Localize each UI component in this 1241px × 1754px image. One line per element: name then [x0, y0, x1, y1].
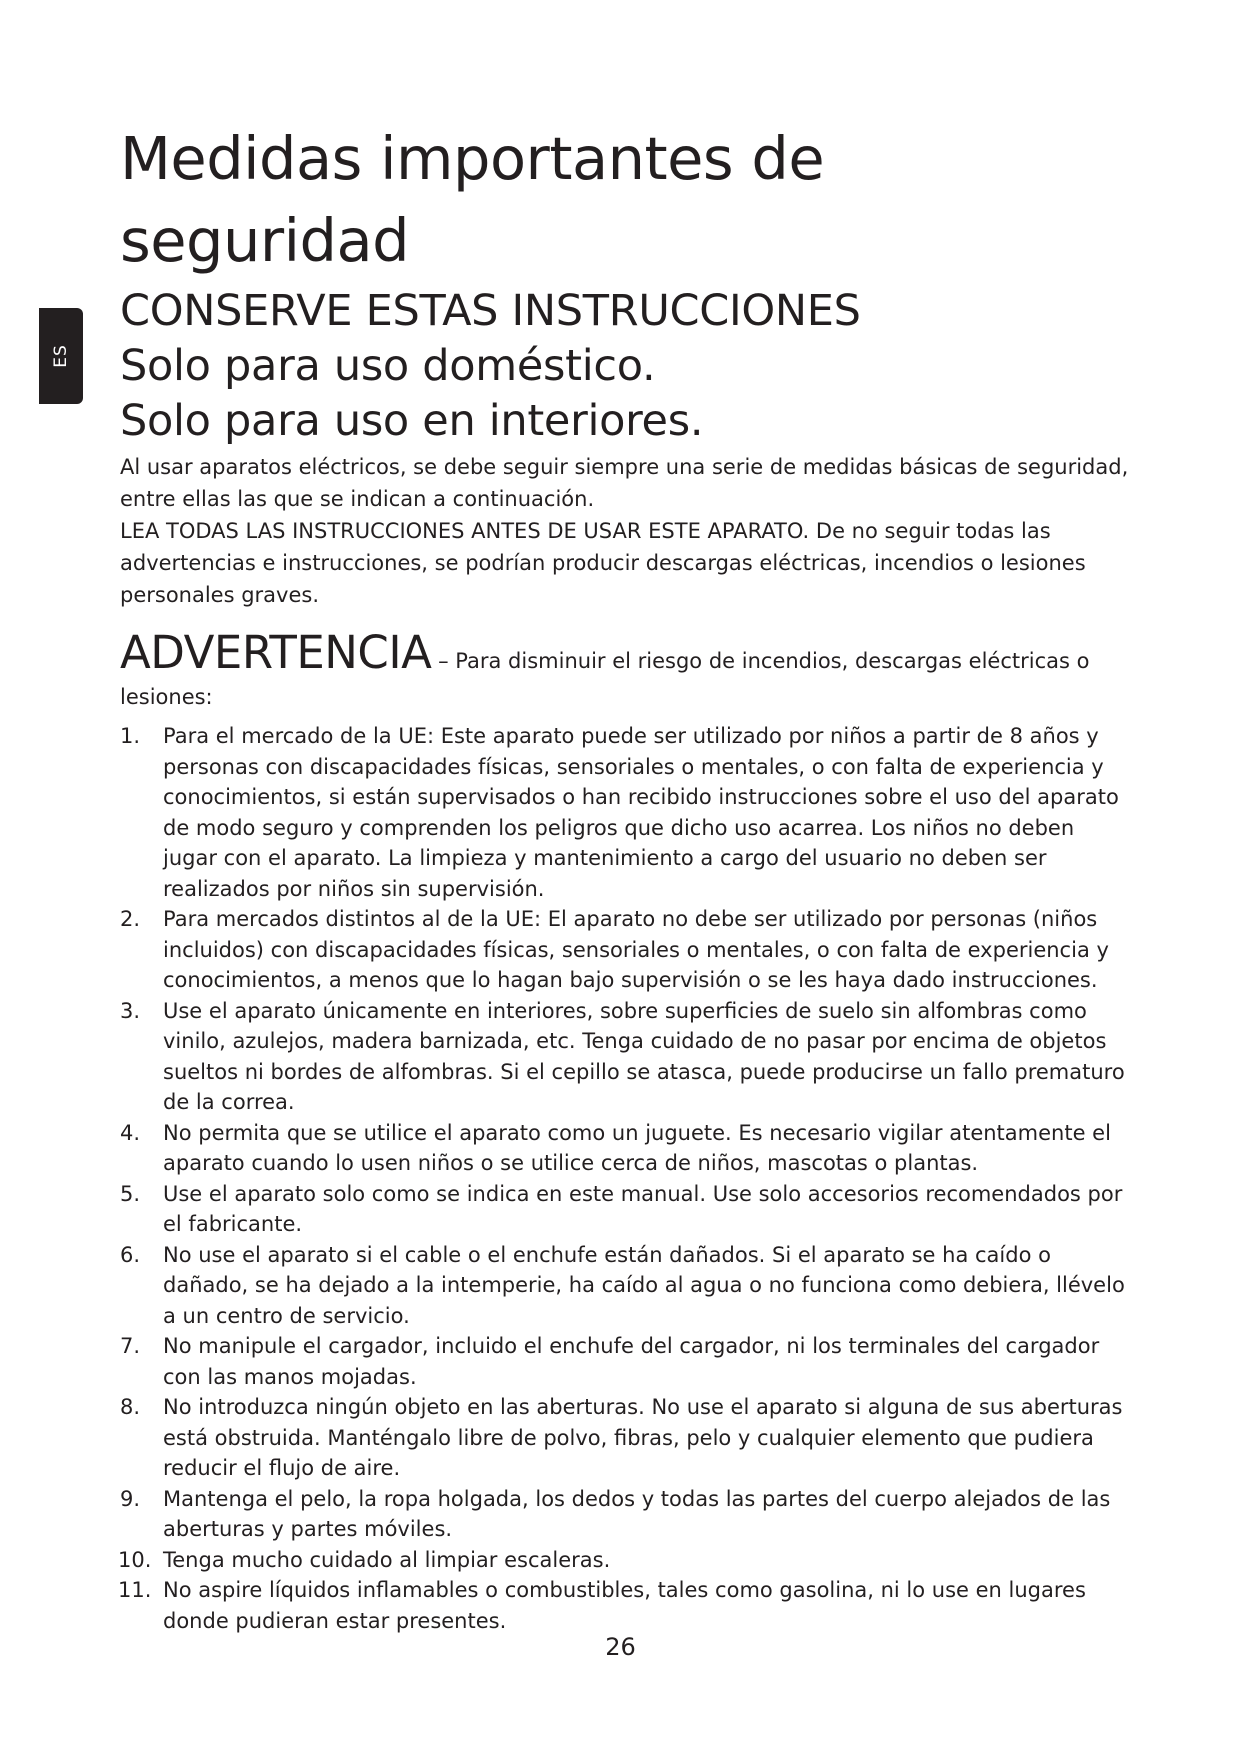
list-item	[120, 1240, 1130, 1332]
list-item-number: 11.	[118, 1578, 152, 1602]
list-item-number: 2.	[120, 907, 141, 931]
list-item	[120, 721, 1130, 904]
list-item-number: 6.	[120, 1242, 141, 1267]
list-item-text: No permita que se utilice el aparato como un juguete. Es necesario vigilar atentamente el aparato cuando lo usen niños o se utilice cerca de niños, mascotas o plantas.	[163, 1120, 1111, 1175]
list-item-text: Use el aparato únicamente en interiores, sobre superficies de suelo sin alfombras como vinilo, azulejos, madera barnizada, etc. Tenga cuidado de no pasar por encima de objetos sueltos ni bordes de alfombras. Si el cepillo se atasca, puede producirse un fallo prematuro de la correa.	[163, 998, 1125, 1114]
list-item	[120, 904, 1130, 996]
list-item-number: 9.	[120, 1486, 141, 1511]
warning-block	[120, 625, 1130, 713]
list-item-number: 1.	[120, 724, 141, 748]
warning-text: – Para disminuir el riesgo de incendios, descargas eléctricas o lesiones:	[120, 649, 1090, 709]
page-title: Medidas importantes de seguridad	[120, 124, 825, 275]
list-item-text: No manipule el cargador, incluido el enchufe del cargador, ni los terminales del cargador con las manos mojadas.	[163, 1334, 1100, 1389]
list-item	[120, 1331, 1130, 1392]
list-item-text: Mantenga el pelo, la ropa holgada, los dedos y todas las partes del cuerpo alejados de las aberturas y partes móviles.	[163, 1486, 1111, 1541]
language-tab	[39, 308, 83, 404]
list-item-text: Para mercados distintos al de la UE: El aparato no debe ser utilizado por personas (niños incluidos) con discapacidades físicas, sensoriales o mentales, o con falta de experiencia y conocimientos, a menos que lo hagan bajo supervisión o se les haya dado instrucciones.	[163, 907, 1109, 992]
list-item	[120, 1118, 1130, 1179]
warning-title: ADVERTENCIA	[120, 626, 432, 679]
list-item	[120, 1392, 1130, 1484]
list-item-text: Use el aparato solo como se indica en este manual. Use solo accesorios recomendados por el fabricante.	[163, 1181, 1123, 1236]
page-number: 26	[605, 1633, 636, 1661]
list-item	[120, 996, 1130, 1118]
intro-paragraph-2: LEA TODAS LAS INSTRUCCIONES ANTES DE USAR ESTE APARATO. De no seguir todas las advertencias e instrucciones, se podrían producir descargas eléctricas, incendios o lesiones personales graves.	[120, 519, 1086, 607]
subheading-domestic-use: Solo para uso doméstico.	[120, 341, 656, 391]
list-item-text: No use el aparato si el cable o el enchufe están dañados. Si el aparato se ha caído o dañado, se ha dejado a la intemperie, ha caído al agua o no funciona como debiera, llévelo a un centro de servicio.	[163, 1242, 1125, 1328]
list-item-text: Tenga mucho cuidado al limpiar escaleras.	[163, 1547, 611, 1572]
subheading-conserve: CONSERVE ESTAS INSTRUCCIONES	[120, 286, 861, 336]
safety-instructions-list	[120, 721, 1130, 1636]
document-body	[120, 118, 1130, 1636]
list-item-number: 4.	[120, 1120, 141, 1145]
list-item	[120, 1179, 1130, 1240]
language-tab-label: ES	[51, 344, 71, 368]
list-item	[120, 1575, 1130, 1636]
list-item-number: 8.	[120, 1395, 141, 1419]
list-item-text: No aspire líquidos inflamables o combustibles, tales como gasolina, ni lo use en lugares donde pudieran estar presentes.	[163, 1578, 1086, 1633]
intro-paragraph-1: Al usar aparatos eléctricos, se debe seguir siempre una serie de medidas básicas de seguridad, entre ellas las que se indican a continuación.	[120, 455, 1129, 511]
list-item	[120, 1545, 1130, 1576]
list-item-text: No introduzca ningún objeto en las aberturas. No use el aparato si alguna de sus aberturas está obstruida. Manténgalo libre de polvo, fibras, pelo y cualquier elemento que pudiera reducir el flujo de aire.	[163, 1395, 1123, 1480]
list-item-number: 10.	[118, 1547, 152, 1572]
list-item-number: 7.	[120, 1334, 141, 1358]
list-item	[120, 1484, 1130, 1545]
list-item-number: 5.	[120, 1181, 141, 1206]
list-item-text: Para el mercado de la UE: Este aparato puede ser utilizado por niños a partir de 8 años y personas con discapacidades físicas, sensoriales o mentales, o con falta de experiencia y conocimientos, si están supervisados o han recibido instrucciones sobre el uso del aparato de modo seguro y comprenden los peligros que dicho uso acarrea. Los niños no deben jugar con el aparato. La limpieza y mantenimiento a cargo del usuario no deben ser realizados por niños sin supervisión.	[163, 724, 1119, 901]
list-item-number: 3.	[120, 998, 141, 1023]
subheading-indoor-use: Solo para uso en interiores.	[120, 396, 704, 446]
